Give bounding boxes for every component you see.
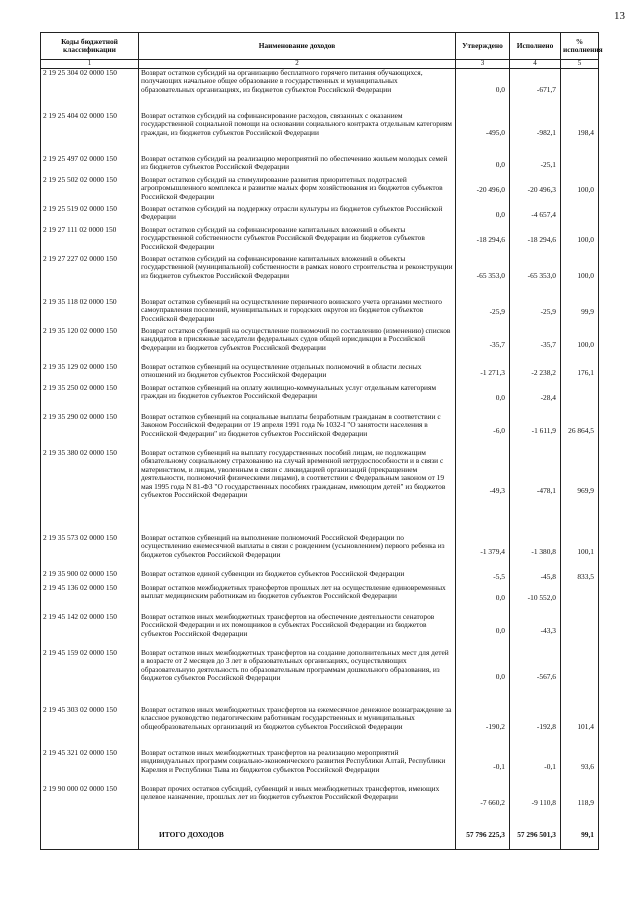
row-name: Возврат остатков субсидий на реализацию мероприятий по обеспечению жильем молодых семей из бюджетов субъектов Российской Федерации <box>139 155 456 176</box>
row-approved: 0,0 <box>456 649 510 706</box>
header-codes: Коды бюджетной классификации <box>41 33 139 60</box>
row-approved: -49,3 <box>456 449 510 534</box>
row-code: 2 19 90 000 02 0000 150 <box>41 785 139 821</box>
column-index: 4 <box>510 60 561 69</box>
table-row <box>41 613 599 649</box>
row-approved: -65 353,0 <box>456 255 510 298</box>
row-percent <box>561 584 599 613</box>
row-percent <box>561 68 599 112</box>
header-approved: Утверждено <box>456 33 510 60</box>
table-row <box>41 413 599 449</box>
row-code: 2 19 35 900 02 0000 150 <box>41 570 139 584</box>
row-percent <box>561 613 599 649</box>
table-row <box>41 584 599 613</box>
row-executed: -28,4 <box>510 384 561 413</box>
table-row <box>41 749 599 785</box>
row-approved: -1 379,4 <box>456 534 510 570</box>
column-index: 2 <box>139 60 456 69</box>
row-code: 2 19 45 159 02 0000 150 <box>41 649 139 706</box>
table-header <box>41 33 603 69</box>
column-index: 1 <box>41 60 139 69</box>
row-percent: 100,0 <box>561 226 599 255</box>
header-executed: Исполнено <box>510 33 561 60</box>
row-percent: 26 864,5 <box>561 413 599 449</box>
table-row <box>41 155 599 176</box>
row-code: 2 19 45 136 02 0000 150 <box>41 584 139 613</box>
row-percent: 969,9 <box>561 449 599 534</box>
row-executed: -45,8 <box>510 570 561 584</box>
table-row <box>41 449 599 534</box>
row-approved: -25,9 <box>456 298 510 327</box>
page-number: 13 <box>614 10 625 22</box>
row-code: 2 19 25 304 02 0000 150 <box>41 68 139 112</box>
total-approved: 57 796 225,3 <box>456 821 510 850</box>
row-executed: -1 611,9 <box>510 413 561 449</box>
row-name: Возврат остатков субвенций на осуществление полномочий по составлению (изменению) списков кандидатов в присяжные заседатели федеральных судов общей юрисдикции в Российской Федерации из бюджетов субъектов Российской Федерации <box>139 327 456 363</box>
row-percent: 118,9 <box>561 785 599 821</box>
row-code: 2 19 25 497 02 0000 150 <box>41 155 139 176</box>
row-approved: 0,0 <box>456 613 510 649</box>
table-row <box>41 384 599 413</box>
row-approved: -1 271,3 <box>456 363 510 384</box>
table-body <box>41 68 599 849</box>
row-name: Возврат остатков субсидий на софинансирование капитальных вложений в объекты государственной собственности субъектов Российской Федерации из бюджетов субъектов Российской Федерации <box>139 226 456 255</box>
row-name: Возврат остатков иных межбюджетных трансфертов на создание дополнительных мест для детей в возрасте от 2 месяцев до 3 лет в образовательных организациях, осуществляющих образовательную деятельность по образовательным программам дошкольного образования, из бюджетов субъектов Российской Федерации <box>139 649 456 706</box>
row-approved: -35,7 <box>456 327 510 363</box>
table-row <box>41 649 599 706</box>
row-percent: 101,4 <box>561 706 599 749</box>
revenue-table <box>40 32 603 850</box>
row-name: Возврат прочих остатков субсидий, субвенций и иных межбюджетных трансфертов, имеющих целевое назначение, прошлых лет из бюджетов субъектов Российской Федерации <box>139 785 456 821</box>
header-percent: % исполнения <box>561 33 599 60</box>
row-name: Возврат остатков субвенций на выплату государственных пособий лицам, не подлежащим обязательному социальному страхованию на случай временной нетрудоспособности и в связи с материнством, и лицам, уволенным в связи с ликвидацией организаций (прекращением деятельности, полномочий физическими лицами), в соответствии с Федеральным законом от 19 мая 1995 года N 81-ФЗ "О государственных пособиях гражданам, имеющим детей" из бюджетов субъектов Российской Федерации <box>139 449 456 534</box>
table-row <box>41 298 599 327</box>
row-percent <box>561 155 599 176</box>
row-executed: -65 353,0 <box>510 255 561 298</box>
row-percent: 100,0 <box>561 327 599 363</box>
row-percent <box>561 205 599 226</box>
row-approved: -0,1 <box>456 749 510 785</box>
row-code: 2 19 35 573 02 0000 150 <box>41 534 139 570</box>
row-approved: -6,0 <box>456 413 510 449</box>
row-name: Возврат остатков субсидий на стимулирование развития приоритетных подотраслей агропромышленного комплекса и развитие малых форм хозяйствования из бюджетов субъектов Российской Федерации <box>139 176 456 205</box>
row-code: 2 19 25 404 02 0000 150 <box>41 112 139 155</box>
column-index: 5 <box>561 60 599 69</box>
row-approved: 0,0 <box>456 584 510 613</box>
row-code: 2 19 25 519 02 0000 150 <box>41 205 139 226</box>
row-name: Возврат остатков субвенций на выполнение полномочий Российской Федерации по осуществлению ежемесячной выплаты в связи с рождением (усыновлением) первого ребенка из бюджетов субъектов Российской Федерации <box>139 534 456 570</box>
row-executed: -567,6 <box>510 649 561 706</box>
row-executed: -9 110,8 <box>510 785 561 821</box>
row-percent: 99,9 <box>561 298 599 327</box>
row-name: Возврат остатков субвенций на социальные выплаты безработным гражданам в соответствии с Законом Российской Федерации от 19 апреля 1991 года № 1032-I "О занятости населения в Российской Федерации" из бюджетов субъектов Российской Федерации <box>139 413 456 449</box>
table-row <box>41 205 599 226</box>
row-executed: -2 238,2 <box>510 363 561 384</box>
row-approved: 0,0 <box>456 68 510 112</box>
row-approved: -495,0 <box>456 112 510 155</box>
row-code: 2 19 35 250 02 0000 150 <box>41 384 139 413</box>
table-row <box>41 534 599 570</box>
table-row <box>41 68 599 112</box>
table-row <box>41 226 599 255</box>
row-code: 2 19 45 303 02 0000 150 <box>41 706 139 749</box>
column-index: 3 <box>456 60 510 69</box>
row-name: Возврат остатков субвенций на осуществление отдельных полномочий в области лесных отношений из бюджетов субъектов Российской Федерации <box>139 363 456 384</box>
total-code <box>41 821 139 850</box>
row-executed: -35,7 <box>510 327 561 363</box>
row-executed: -20 496,3 <box>510 176 561 205</box>
row-name: Возврат остатков субсидий на софинансирование капитальных вложений в объекты государственной (муниципальной) собственности в рамках нового строительства и реконструкции из бюджетов субъектов Российской Федерации <box>139 255 456 298</box>
table-row <box>41 112 599 155</box>
row-approved: -190,2 <box>456 706 510 749</box>
row-executed: -982,1 <box>510 112 561 155</box>
row-executed: -1 380,8 <box>510 534 561 570</box>
row-name: Возврат остатков иных межбюджетных трансфертов на ежемесячное денежное вознаграждение за классное руководство педагогическим работникам государственных и муниципальных общеобразовательных организаций из бюджетов субъектов Российской Федерации <box>139 706 456 749</box>
row-code: 2 19 35 118 02 0000 150 <box>41 298 139 327</box>
table-row <box>41 327 599 363</box>
total-label: ИТОГО ДОХОДОВ <box>139 821 456 850</box>
table-row <box>41 255 599 298</box>
row-percent: 100,0 <box>561 176 599 205</box>
row-code: 2 19 35 129 02 0000 150 <box>41 363 139 384</box>
row-name: Возврат остатков субсидий на организацию бесплатного горячего питания обучающихся, получающих начальное общее образование в государственных и муниципальных образовательных организациях, из бюджетов субъектов Российской Федерации <box>139 68 456 112</box>
row-executed: -18 294,6 <box>510 226 561 255</box>
row-code: 2 19 45 321 02 0000 150 <box>41 749 139 785</box>
row-name: Возврат остатков субвенций на оплату жилищно-коммунальных услуг отдельным категориям граждан из бюджетов субъектов Российской Федерации <box>139 384 456 413</box>
row-name: Возврат остатков субсидий на поддержку отрасли культуры из бюджетов субъектов Российской Федерации <box>139 205 456 226</box>
row-name: Возврат остатков межбюджетных трансфертов прошлых лет на осуществление единовременных выплат медицинским работникам из бюджетов субъектов Российской Федерации <box>139 584 456 613</box>
row-name: Возврат остатков субвенций на осуществление первичного воинского учета органами местного самоуправления поселений, муниципальных и городских округов из бюджетов субъектов Российской Федерации <box>139 298 456 327</box>
row-executed: -0,1 <box>510 749 561 785</box>
row-approved: 0,0 <box>456 384 510 413</box>
row-name: Возврат остатков иных межбюджетных трансфертов на реализацию мероприятий индивидуальных программ социально-экономического развития Республики Алтай, Республики Карелия и Республики Тыва из бюджетов субъектов Российской Федерации <box>139 749 456 785</box>
total-executed: 57 296 501,3 <box>510 821 561 850</box>
row-approved: 0,0 <box>456 155 510 176</box>
table-row <box>41 785 599 821</box>
row-executed: -10 552,0 <box>510 584 561 613</box>
row-percent <box>561 384 599 413</box>
row-code: 2 19 25 502 02 0000 150 <box>41 176 139 205</box>
row-code: 2 19 35 380 02 0000 150 <box>41 449 139 534</box>
row-code: 2 19 27 111 02 0000 150 <box>41 226 139 255</box>
table-row <box>41 363 599 384</box>
row-percent <box>561 649 599 706</box>
row-percent: 833,5 <box>561 570 599 584</box>
row-code: 2 19 35 120 02 0000 150 <box>41 327 139 363</box>
total-percent: 99,1 <box>561 821 599 850</box>
row-percent: 176,1 <box>561 363 599 384</box>
row-executed: -4 657,4 <box>510 205 561 226</box>
row-name: Возврат остатков единой субвенции из бюджетов субъектов Российской Федерации <box>139 570 456 584</box>
row-executed: -192,8 <box>510 706 561 749</box>
row-percent: 100,1 <box>561 534 599 570</box>
header-name: Наименование доходов <box>139 33 456 60</box>
row-approved: -7 660,2 <box>456 785 510 821</box>
table-row <box>41 706 599 749</box>
row-approved: -5,5 <box>456 570 510 584</box>
row-code: 2 19 35 290 02 0000 150 <box>41 413 139 449</box>
row-executed: -671,7 <box>510 68 561 112</box>
row-approved: 0,0 <box>456 205 510 226</box>
row-executed: -25,9 <box>510 298 561 327</box>
row-code: 2 19 27 227 02 0000 150 <box>41 255 139 298</box>
row-percent: 198,4 <box>561 112 599 155</box>
row-percent: 93,6 <box>561 749 599 785</box>
row-executed: -25,1 <box>510 155 561 176</box>
row-name: Возврат остатков субсидий на софинансирование расходов, связанных с оказанием государственной социальной помощи на основании социального контракта отдельным категориям граждан, из бюджетов субъектов Российской Федерации <box>139 112 456 155</box>
row-code: 2 19 45 142 02 0000 150 <box>41 613 139 649</box>
row-percent: 100,0 <box>561 255 599 298</box>
total-row <box>41 821 599 850</box>
table-row <box>41 570 599 584</box>
row-approved: -20 496,0 <box>456 176 510 205</box>
row-name: Возврат остатков иных межбюджетных трансфертов на обеспечение деятельности сенаторов Российской Федерации и их помощников в субъектах Российской Федерации из бюджетов субъектов Российской Федерации <box>139 613 456 649</box>
row-executed: -478,1 <box>510 449 561 534</box>
row-executed: -43,3 <box>510 613 561 649</box>
row-approved: -18 294,6 <box>456 226 510 255</box>
table-row <box>41 176 599 205</box>
